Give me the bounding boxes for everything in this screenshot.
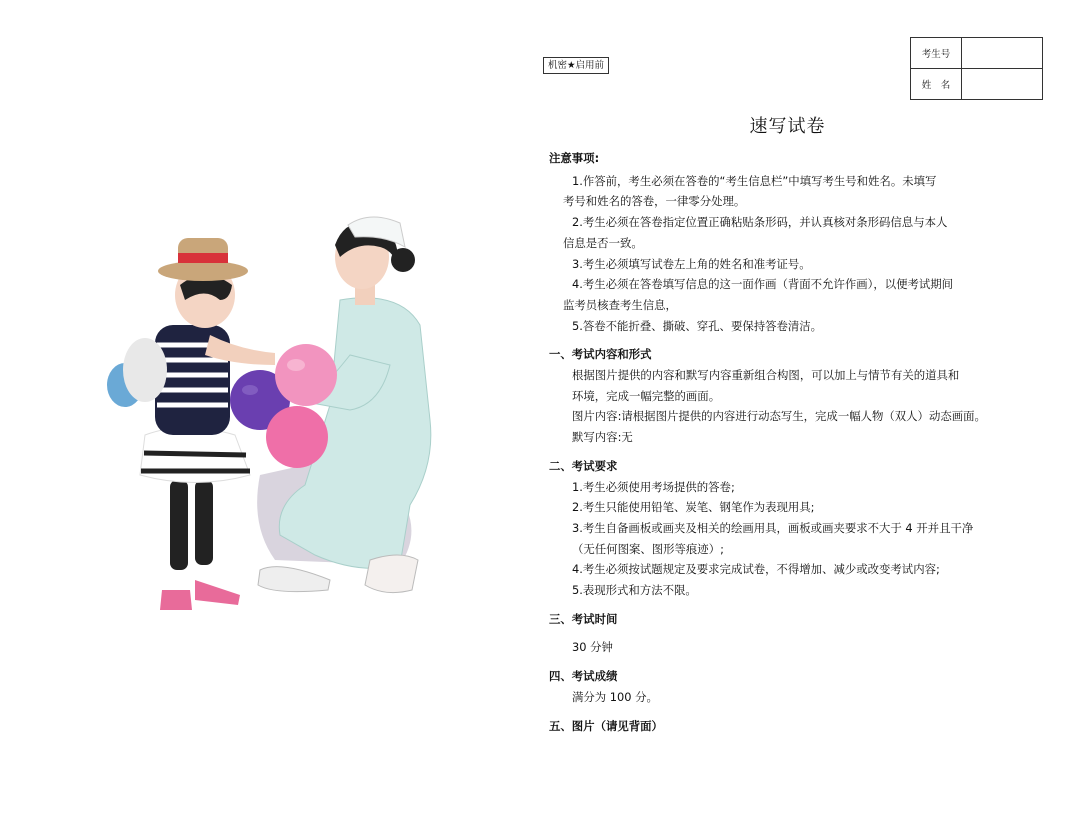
note-line: 1.作答前，考生必须在答卷的“考生信息栏”中填写考生号和姓名。未填写 [572,173,937,188]
notes-heading: 注意事项: [549,151,600,165]
requirement-line: 1.考生必须使用考场提供的答卷; [572,479,735,494]
content-line: 环境，完成一幅完整的画面。 [572,388,721,403]
content-line: 图片内容:请根据图片提供的内容进行动态写生，完成一幅人物（双人）动态画面。 [572,409,986,424]
candidate-info-table [910,37,1043,100]
content-line: 根据图片提供的内容和默写内容重新组合构图，可以加上与情节有关的道具和 [572,368,960,383]
requirement-line: 4.考生必须按试题规定及要求完成试卷，不得增加、减少或改变考试内容; [572,562,940,577]
requirement-line: 3.考生自备画板或画夹及相关的绘画用具，画板或画夹要求不大于 4 开并且干净 [572,520,974,535]
balloon-pink-2 [266,406,328,468]
section-heading-requirements: 二、考试要求 [549,458,618,473]
note-line: 2.考生必须在答卷指定位置正确粘贴条形码，并认真核对条形码信息与本人 [572,215,948,230]
note-line: 3.考生必须填写试卷左上角的姓名和准考证号。 [572,256,811,271]
note-line: 5.答卷不能折叠、撕破、穿孔、要保持答卷清洁。 [572,318,823,333]
exam-instructions [549,148,1019,736]
name-label: 姓 名 [911,69,962,100]
name-field[interactable] [962,69,1043,100]
score-value: 满分为 100 分。 [572,689,658,704]
section-heading-content: 一、考试内容和形式 [549,347,652,362]
section-heading-score: 四、考试成绩 [549,669,618,684]
candidate-number-label: 考生号 [911,38,962,69]
section-heading-picture: 五、图片（请见背面） [549,718,663,733]
requirement-line: 2.考生只能使用铅笔、炭笔、钢笔作为表现用具; [572,500,815,515]
candidate-number-field[interactable] [962,38,1043,69]
requirement-line: （无任何图案、图形等痕迹）; [572,541,724,556]
page-title: 速写试卷 [749,116,826,137]
content-line: 默写内容:无 [572,430,633,445]
note-line: 考号和姓名的答卷，一律零分处理。 [563,194,746,209]
note-line: 4.考生必须在答卷填写信息的这一面作画（背面不允许作画），以便考试期间 [572,277,954,292]
time-value: 30 分钟 [572,640,613,655]
section-heading-time: 三、考试时间 [549,611,618,626]
confidential-mark: 机密★启用前 [543,57,609,74]
exam-reference-photo [100,205,445,625]
note-line: 监考员核查考生信息， [563,297,677,312]
note-line: 信息是否一致。 [563,235,643,250]
balloon-pink [275,344,337,406]
requirement-line: 5.表现形式和方法不限。 [572,583,697,598]
